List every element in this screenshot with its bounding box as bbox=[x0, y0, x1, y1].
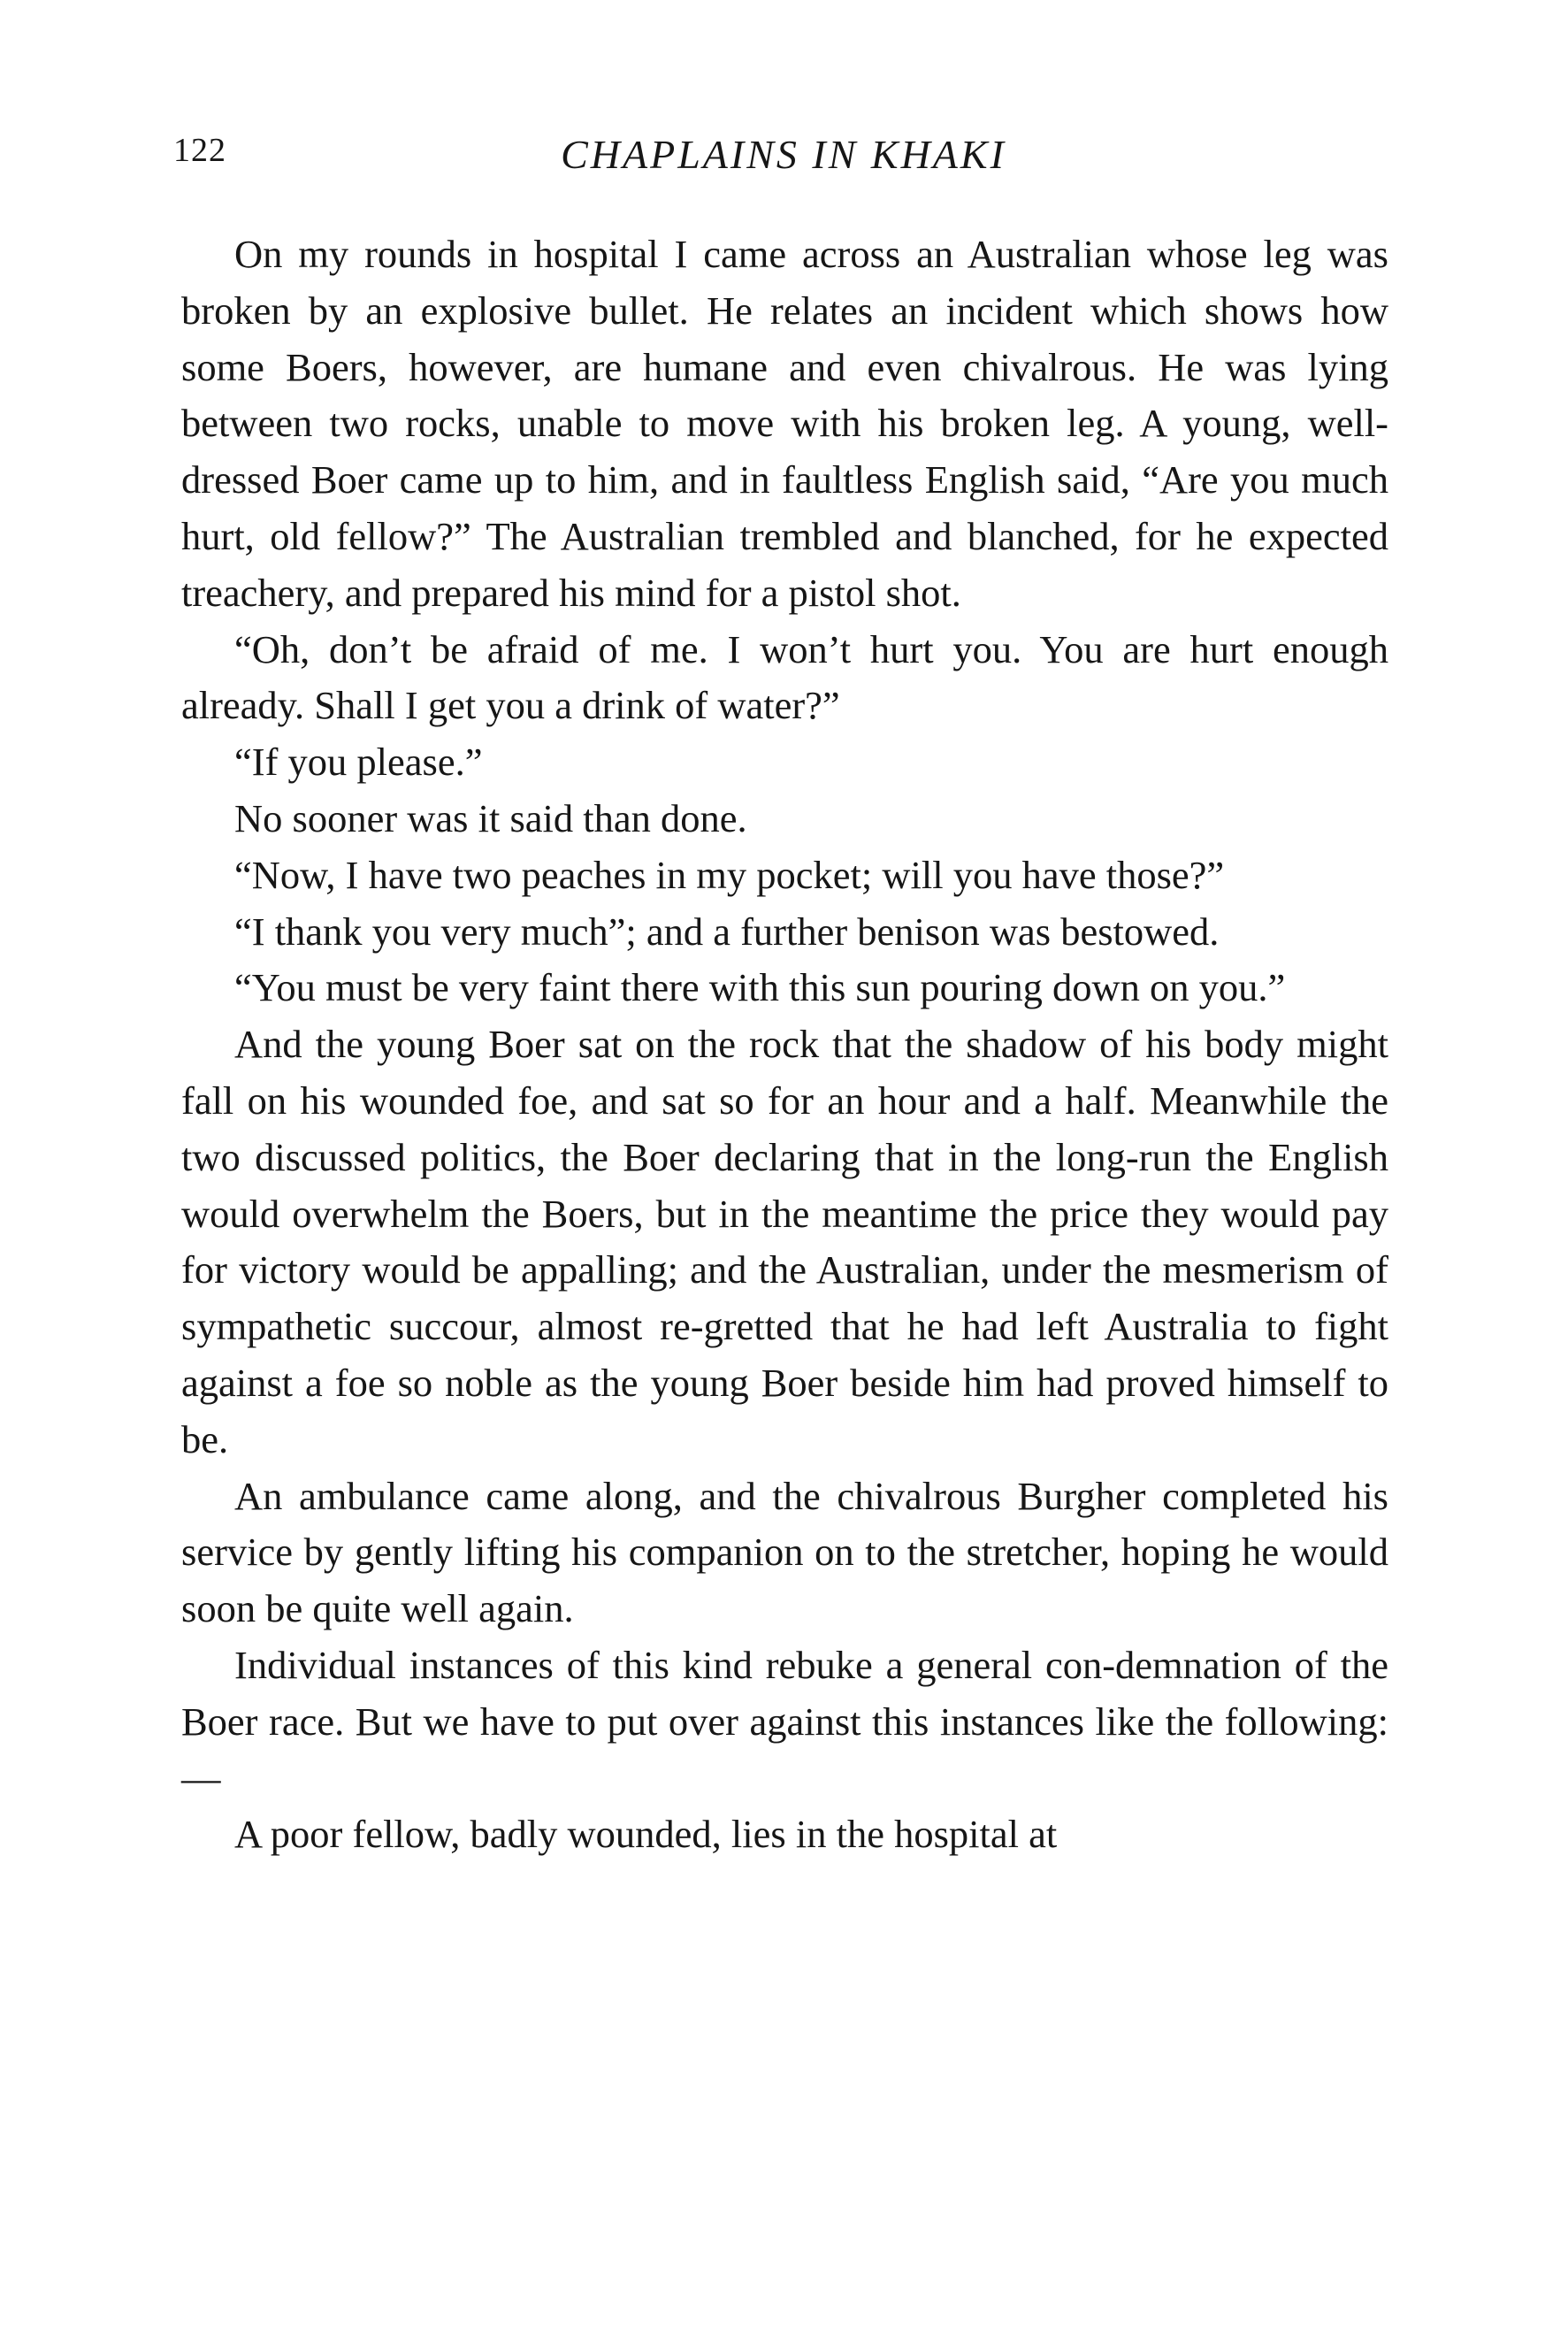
paragraph: Individual instances of this kind rebuke a general con-demnation of the Boer race. But we have to put over against this instances like the following:— bbox=[181, 1642, 1388, 1800]
paragraph: On my rounds in hospital I came across an Australian whose leg was broken by an explosive bullet. He relates an incident which shows how some Boers, however, are humane and even chivalrous. He was lying between two rocks, unable to move with his broken leg. A young, well-dressed Boer came up to him, and in faultless English said, “Are you much hurt, old fellow?” The Australian trembled and blanched, for he expected treachery, and prepared his mind for a pistol shot. bbox=[181, 232, 1388, 615]
paragraph: And the young Boer sat on the rock that the shadow of his body might fall on his wounded foe, and sat so for an hour and a half. Meanwhile the two discussed politics, the Boer declaring that in the long-run the English would overwhelm the Boers, but in the meantime the price they would pay for victory would be appalling; and the Australian, under the mesmerism of sympathetic succour, almost re-gretted that he had left Australia to fight against a foe so noble as the young Boer beside him had proved himself to be. bbox=[181, 1022, 1388, 1461]
paragraph: “If you please.” bbox=[234, 740, 483, 785]
paragraph: “I thank you very much”; and a further benison was bestowed. bbox=[234, 909, 1220, 954]
paragraph: No sooner was it said than done. bbox=[234, 795, 747, 840]
paragraph: A poor fellow, badly wounded, lies in the hospital at bbox=[234, 1812, 1058, 1857]
body-text bbox=[181, 226, 1388, 1863]
running-title: CHAPLAINS IN KHAKI bbox=[561, 132, 1006, 177]
paragraph: “You must be very faint there with this sun pouring down on you.” bbox=[234, 965, 1286, 1010]
paragraph: An ambulance came along, and the chivalrous Burgher completed his service by gently lifting his companion on to the stretcher, hoping he would soon be quite well again. bbox=[181, 1473, 1388, 1631]
paragraph: “Now, I have two peaches in my pocket; will you have those?” bbox=[234, 852, 1225, 897]
page-number: 122 bbox=[173, 132, 226, 169]
paragraph: “Oh, don’t be afraid of me. I won’t hurt you. You are hurt enough already. Shall I get you a drink of water?” bbox=[181, 626, 1388, 728]
page-header bbox=[173, 131, 1394, 184]
